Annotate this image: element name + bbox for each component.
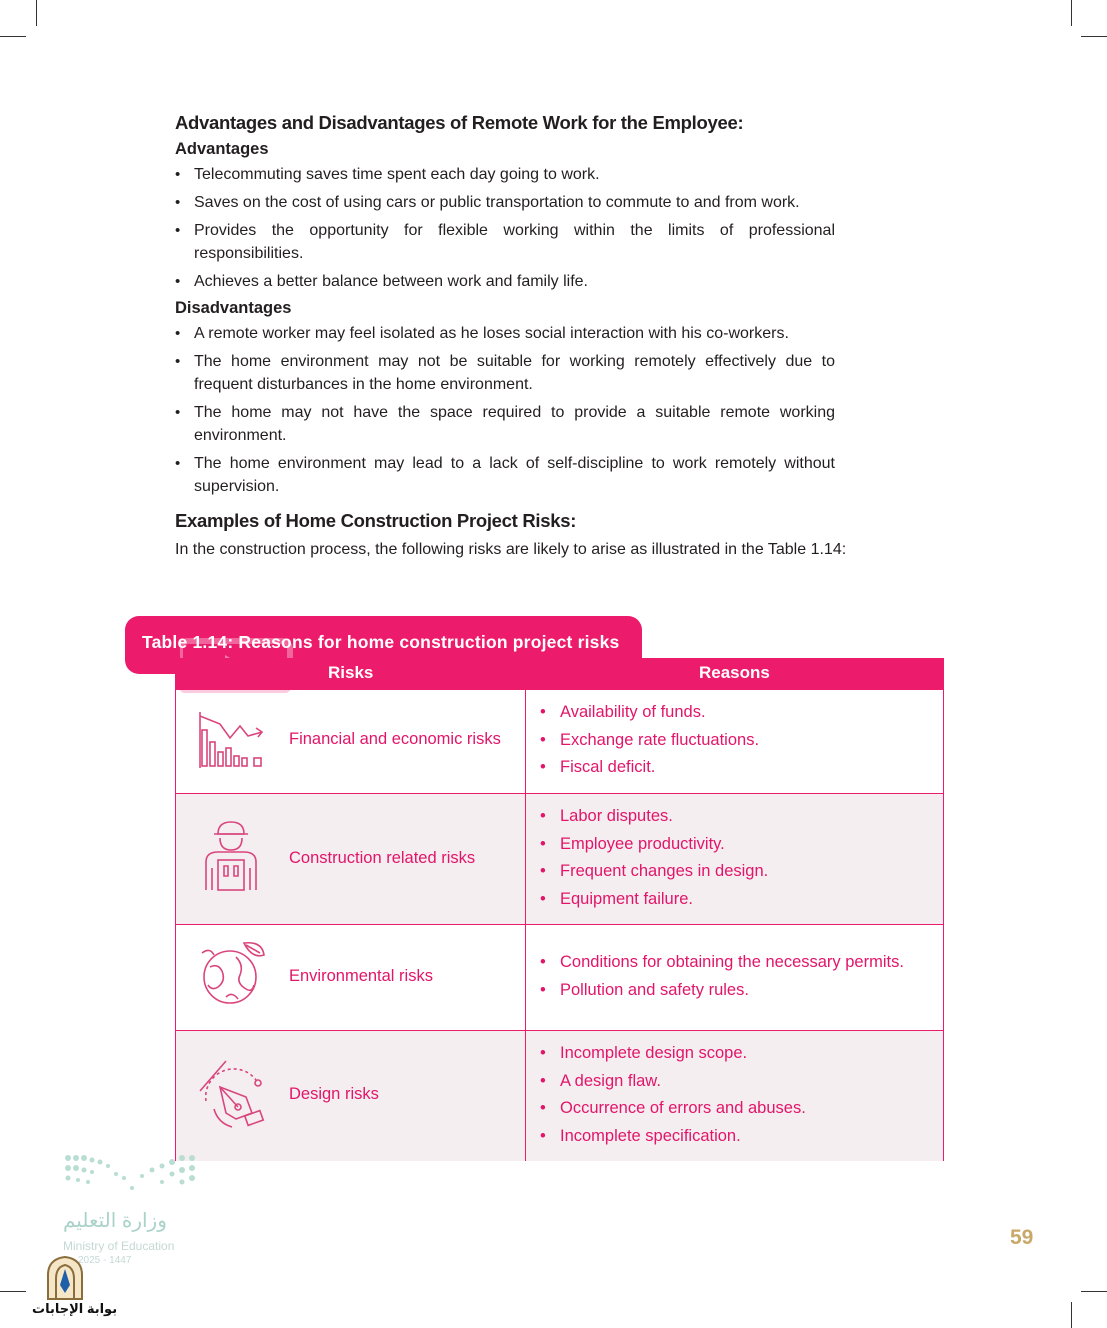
risk-label: Design risks (289, 1085, 379, 1103)
list-item: • Conditions for obtaining the necessary permits. (540, 949, 904, 977)
risks-table (175, 658, 944, 1161)
crop-mark (1071, 1302, 1072, 1328)
reasons-list (540, 699, 759, 782)
body-text (175, 112, 847, 561)
list-item: • Incomplete design scope. (540, 1040, 806, 1068)
site-name: بوابة الإجابات (32, 1301, 118, 1316)
advantages-heading: Advantages (175, 140, 269, 158)
table-row (176, 924, 943, 1030)
ministry-name-arabic: وزارة التعليم (63, 1210, 167, 1232)
list-item: • Achieves a better balance between work and family life. (175, 270, 835, 293)
ministry-name-english: Ministry of Education (63, 1239, 175, 1253)
crop-mark (36, 0, 37, 26)
list-item: • The home may not have the space required to provide a suitable remote working environment. (175, 401, 835, 447)
construction-worker-icon (196, 820, 266, 892)
earth-leaf-icon (196, 937, 268, 1013)
disadvantages-heading: Disadvantages (175, 299, 292, 317)
list-item: • Frequent changes in design. (540, 858, 768, 886)
risk-label: Construction related risks (289, 849, 476, 867)
reasons-list (540, 803, 768, 913)
crop-mark (1071, 0, 1072, 26)
risk-label: Environmental risks (289, 967, 433, 985)
table-row (176, 1030, 943, 1161)
table-header (176, 659, 943, 689)
reasons-list (540, 1040, 806, 1150)
section-title-remote-work: Advantages and Disadvantages of Remote Work for the Employee: (175, 112, 744, 133)
reasons-list (540, 949, 904, 1004)
header-risks: Risks (328, 663, 374, 682)
list-item: • A remote worker may feel isolated as he loses social interaction with his co-workers. (175, 322, 835, 345)
site-logo-icon (44, 1255, 86, 1301)
list-item: • Labor disputes. (540, 803, 768, 831)
ministry-logo-dots-icon (62, 1152, 202, 1202)
bar-chart-decline-icon (196, 708, 266, 772)
pen-nib-design-icon (196, 1057, 270, 1131)
crop-mark (1081, 36, 1107, 37)
header-reasons: Reasons (699, 663, 770, 682)
list-item: • Incomplete specification. (540, 1123, 806, 1151)
list-item: • Exchange rate fluctuations. (540, 727, 759, 755)
list-item: • Occurrence of errors and abuses. (540, 1095, 806, 1123)
crop-mark (0, 1291, 26, 1292)
table-row (176, 689, 943, 793)
crop-mark (0, 36, 26, 37)
risk-label: Financial and economic risks (289, 730, 501, 748)
list-item: • Telecommuting saves time spent each day going to work. (175, 163, 835, 186)
list-item: • Saves on the cost of using cars or public transportation to commute to and from work. (175, 191, 835, 214)
list-item: • The home environment may lead to a lack of self-discipline to work remotely without supervision. (175, 452, 835, 498)
list-item: • Provides the opportunity for flexible working within the limits of professional responsibilities. (175, 219, 835, 265)
list-item: • The home environment may not be suitable for working remotely effectively due to frequent disturbances in the home environment. (175, 350, 835, 396)
table-caption: Table 1.14: Reasons for home construction project risks (142, 632, 620, 652)
ministry-year: 2025 - 1447 (78, 1255, 132, 1266)
list-item: • Equipment failure. (540, 886, 768, 914)
list-item: • Fiscal deficit. (540, 754, 759, 782)
disadvantages-list (175, 322, 835, 498)
list-item: • Availability of funds. (540, 699, 759, 727)
crop-mark (1081, 1291, 1107, 1292)
list-item: • A design flaw. (540, 1068, 806, 1096)
section-title-construction-risks: Examples of Home Construction Project Risks: (175, 510, 577, 531)
list-item: • Employee productivity. (540, 831, 768, 859)
table-row (176, 793, 943, 924)
intro-paragraph: In the construction process, the following risks are likely to arise as illustrated in the Table 1.14: (175, 541, 847, 558)
list-item: • Pollution and safety rules. (540, 977, 904, 1005)
page-number: 59 (1010, 1226, 1034, 1249)
advantages-list (175, 163, 835, 293)
